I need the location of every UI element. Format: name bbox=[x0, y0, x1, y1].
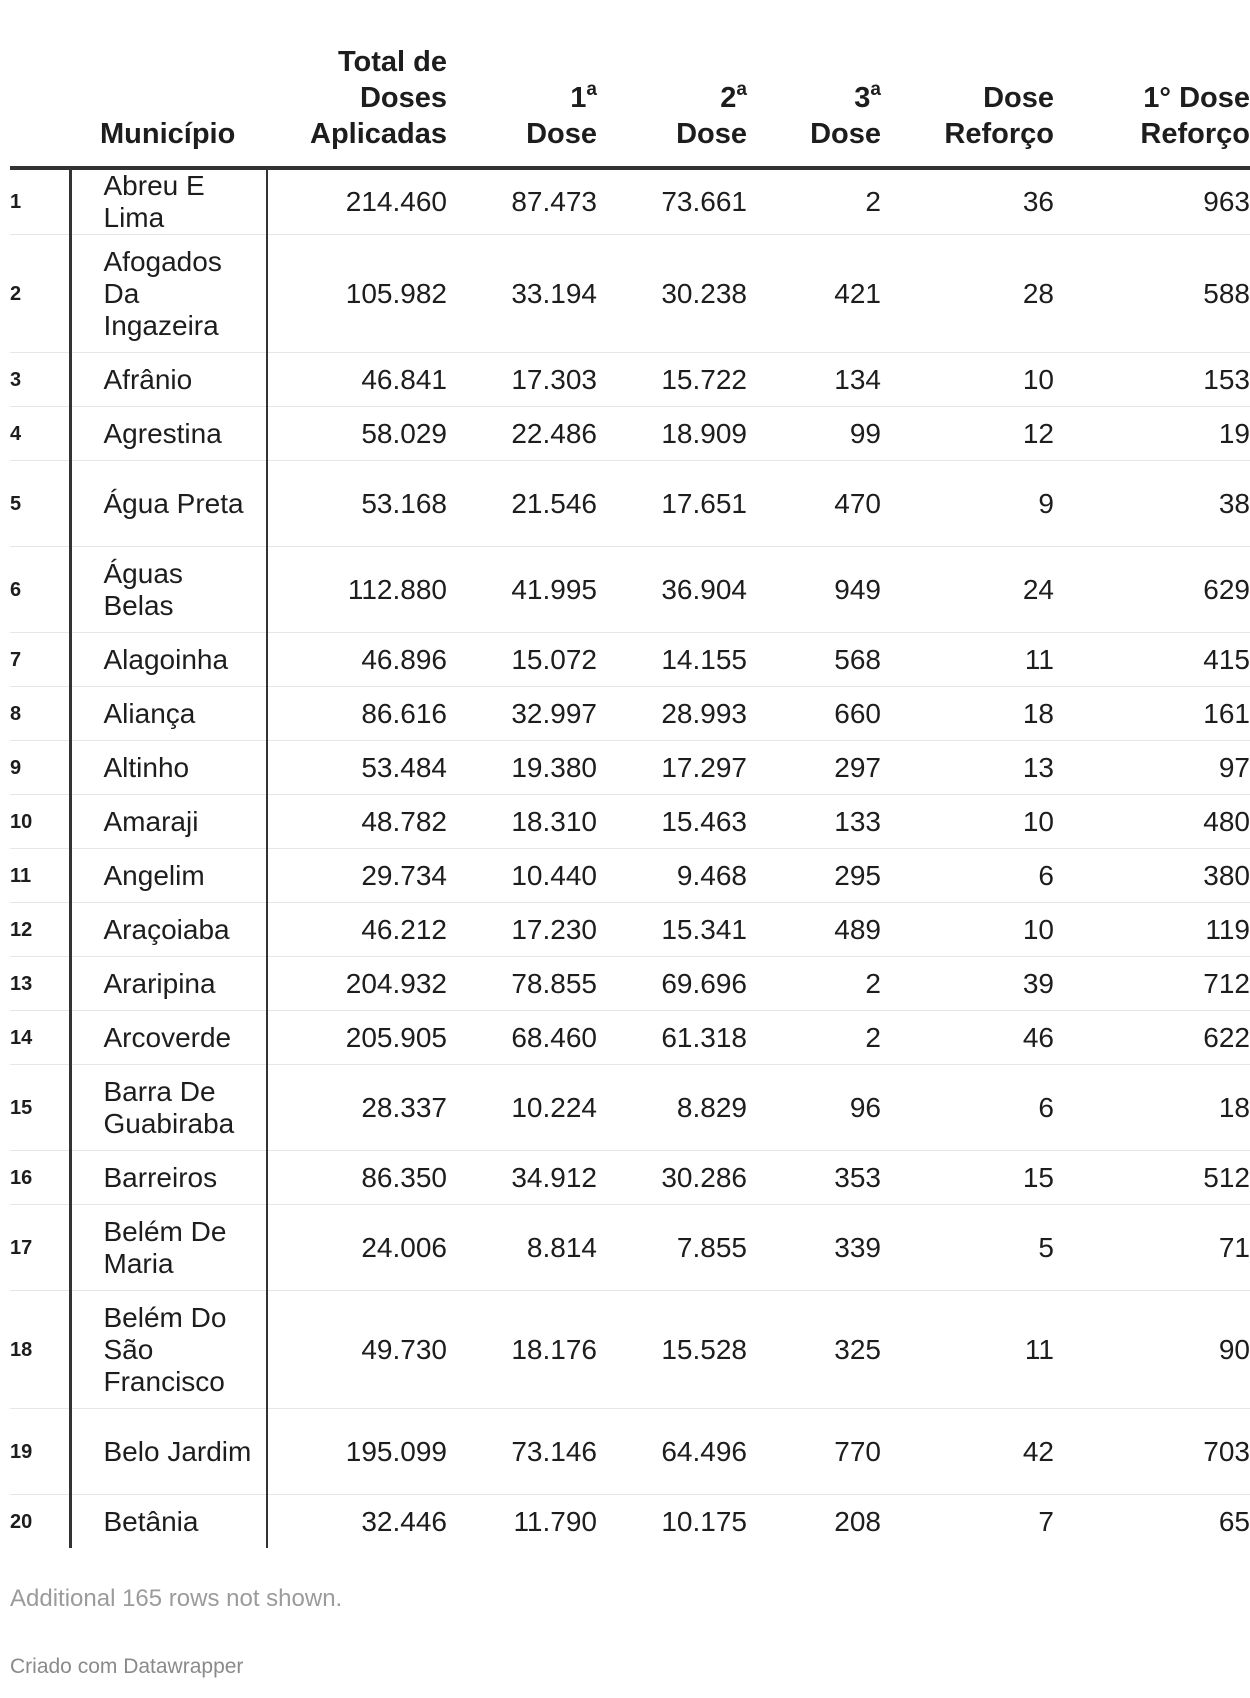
table-row bbox=[10, 1205, 1250, 1291]
total-doses-cell: 195.099 bbox=[267, 1409, 447, 1495]
dose-reforco-cell: 11 bbox=[881, 633, 1054, 687]
first-dose-reforco-cell: 629 bbox=[1054, 547, 1250, 633]
row-index-cell: 2 bbox=[10, 235, 70, 353]
municipio-cell bbox=[70, 741, 267, 795]
table-row bbox=[10, 957, 1250, 1011]
dose-reforco-cell: 36 bbox=[881, 168, 1054, 235]
total-doses-cell: 205.905 bbox=[267, 1011, 447, 1065]
dose-reforco-cell: 6 bbox=[881, 1065, 1054, 1151]
header-dose-3[interactable]: 3$^a$ Dose bbox=[747, 40, 881, 168]
row-index-cell: 4 bbox=[10, 407, 70, 461]
row-index-cell: 8 bbox=[10, 687, 70, 741]
dose-1-cell: 68.460 bbox=[447, 1011, 597, 1065]
dose-2-cell: 15.341 bbox=[597, 903, 747, 957]
municipio-name: Aliança bbox=[103, 697, 196, 729]
dose-3-cell: 133 bbox=[747, 795, 881, 849]
dose-3-cell: 325 bbox=[747, 1291, 881, 1409]
municipio-cell bbox=[70, 687, 267, 741]
dose-reforco-cell: 7 bbox=[1038, 1505, 1054, 1537]
total-doses-cell: 49.730 bbox=[267, 1291, 447, 1409]
table-row bbox=[10, 235, 1250, 353]
municipio-name: Afogados Da Ingazeira bbox=[103, 245, 222, 341]
row-index-cell: 15 bbox=[10, 1065, 70, 1151]
municipio-name: Belém Do São Francisco bbox=[103, 1301, 227, 1397]
dose-reforco-cell: 46 bbox=[881, 1011, 1054, 1065]
total-doses-cell: 32.446 bbox=[361, 1505, 447, 1537]
municipio-name: Águas Belas bbox=[103, 557, 183, 621]
first-dose-reforco-cell: 380 bbox=[1054, 849, 1250, 903]
municipio-name: Belém De Maria bbox=[103, 1215, 227, 1279]
data-table-container bbox=[10, 40, 1250, 1548]
vaccination-table bbox=[10, 40, 1250, 1548]
first-dose-reforco-cell: 19 bbox=[1054, 407, 1250, 461]
table-row bbox=[10, 1151, 1250, 1205]
total-doses-cell: 28.337 bbox=[267, 1065, 447, 1151]
dose-3-cell: 949 bbox=[747, 547, 881, 633]
municipio-cell bbox=[70, 235, 267, 353]
table-row bbox=[10, 903, 1250, 957]
table-row bbox=[10, 1011, 1250, 1065]
row-index-cell: 16 bbox=[10, 1151, 70, 1205]
municipio-name: Alagoinha bbox=[103, 643, 229, 675]
dose-2-cell: 15.528 bbox=[597, 1291, 747, 1409]
municipio-cell bbox=[70, 407, 267, 461]
table-row bbox=[10, 741, 1250, 795]
total-doses-cell: 46.841 bbox=[267, 353, 447, 407]
dose-3-cell: 489 bbox=[747, 903, 881, 957]
row-index-cell: 10 bbox=[10, 795, 70, 849]
dose-2-cell: 61.318 bbox=[597, 1011, 747, 1065]
first-dose-reforco-cell: 622 bbox=[1054, 1011, 1250, 1065]
dose-2-cell: 18.909 bbox=[597, 407, 747, 461]
dose-reforco-cell: 12 bbox=[881, 407, 1054, 461]
dose-reforco-cell: 10 bbox=[881, 353, 1054, 407]
dose-1-cell: 17.303 bbox=[447, 353, 597, 407]
first-dose-reforco-cell: 703 bbox=[1054, 1409, 1250, 1495]
dose-reforco-cell: 6 bbox=[881, 849, 1054, 903]
row-index-cell: 20 bbox=[10, 1495, 70, 1549]
dose-2-cell: 36.904 bbox=[597, 547, 747, 633]
first-dose-reforco-cell: 415 bbox=[1054, 633, 1250, 687]
dose-2-cell: 69.696 bbox=[597, 957, 747, 1011]
dose-2-cell: 14.155 bbox=[597, 633, 747, 687]
total-doses-cell: 53.168 bbox=[267, 461, 447, 547]
dose-1-cell: 32.997 bbox=[447, 687, 597, 741]
municipio-cell bbox=[70, 849, 267, 903]
dose-2-cell: 10.175 bbox=[661, 1505, 747, 1537]
dose-3-cell: 339 bbox=[747, 1205, 881, 1291]
total-doses-cell: 214.460 bbox=[267, 168, 447, 235]
table-body bbox=[10, 168, 1250, 1548]
dose-2-cell: 17.297 bbox=[597, 741, 747, 795]
row-index-cell: 12 bbox=[10, 903, 70, 957]
first-dose-reforco-cell: 963 bbox=[1054, 168, 1250, 235]
dose-1-cell: 18.176 bbox=[447, 1291, 597, 1409]
dose-3-cell: 208 bbox=[834, 1505, 881, 1537]
dose-2-cell: 7.855 bbox=[597, 1205, 747, 1291]
dose-reforco-cell: 18 bbox=[881, 687, 1054, 741]
first-dose-reforco-cell: 38 bbox=[1054, 461, 1250, 547]
header-dose-2[interactable]: 2$^a$ Dose bbox=[597, 40, 747, 168]
datawrapper-credit[interactable]: Criado com Datawrapper bbox=[10, 1655, 244, 1678]
row-index-cell: 3 bbox=[10, 353, 70, 407]
municipio-cell bbox=[70, 547, 267, 633]
dose-reforco-cell: 42 bbox=[881, 1409, 1054, 1495]
municipio-cell bbox=[70, 1291, 267, 1409]
first-dose-reforco-cell: 512 bbox=[1054, 1151, 1250, 1205]
row-index-cell: 13 bbox=[10, 957, 70, 1011]
municipio-cell bbox=[70, 1205, 267, 1291]
table-row bbox=[10, 353, 1250, 407]
first-dose-reforco-cell: 18 bbox=[1054, 1065, 1250, 1151]
dose-2-cell: 73.661 bbox=[597, 168, 747, 235]
dose-1-cell: 34.912 bbox=[447, 1151, 597, 1205]
first-dose-reforco-cell: 712 bbox=[1054, 957, 1250, 1011]
dose-1-cell: 15.072 bbox=[447, 633, 597, 687]
total-doses-cell: 204.932 bbox=[267, 957, 447, 1011]
row-index-cell: 14 bbox=[10, 1011, 70, 1065]
dose-2-cell: 64.496 bbox=[597, 1409, 747, 1495]
first-dose-reforco-cell: 480 bbox=[1054, 795, 1250, 849]
municipio-name: Betânia bbox=[103, 1505, 199, 1537]
table-row bbox=[10, 547, 1250, 633]
dose-1-cell: 10.440 bbox=[447, 849, 597, 903]
dose-3-cell: 96 bbox=[747, 1065, 881, 1151]
municipio-name: Altinho bbox=[103, 751, 190, 783]
first-dose-reforco-cell: 97 bbox=[1054, 741, 1250, 795]
municipio-cell bbox=[70, 1495, 267, 1549]
total-doses-cell: 86.350 bbox=[267, 1151, 447, 1205]
total-doses-cell: 58.029 bbox=[267, 407, 447, 461]
dose-reforco-cell: 15 bbox=[881, 1151, 1054, 1205]
dose-2-cell: 30.286 bbox=[597, 1151, 747, 1205]
dose-reforco-cell: 10 bbox=[881, 903, 1054, 957]
total-doses-cell: 24.006 bbox=[267, 1205, 447, 1291]
dose-reforco-cell: 5 bbox=[881, 1205, 1054, 1291]
row-index-cell: 11 bbox=[10, 849, 70, 903]
row-index-cell: 5 bbox=[10, 461, 70, 547]
header-municipio[interactable]: Município bbox=[70, 40, 267, 168]
row-index-cell: 9 bbox=[10, 741, 70, 795]
dose-1-cell: 17.230 bbox=[447, 903, 597, 957]
first-dose-reforco-cell: 119 bbox=[1054, 903, 1250, 957]
dose-1-cell: 78.855 bbox=[447, 957, 597, 1011]
dose-reforco-cell: 11 bbox=[881, 1291, 1054, 1409]
first-dose-reforco-cell: 71 bbox=[1054, 1205, 1250, 1291]
municipio-name: Amaraji bbox=[103, 805, 199, 837]
table-row bbox=[10, 633, 1250, 687]
header-dose-1[interactable]: 1$^a$ Dose bbox=[447, 40, 597, 168]
dose-1-cell: 87.473 bbox=[447, 168, 597, 235]
table-row bbox=[10, 407, 1250, 461]
municipio-name: Araçoiaba bbox=[103, 913, 230, 945]
dose-2-cell: 30.238 bbox=[597, 235, 747, 353]
municipio-name: Angelim bbox=[103, 859, 205, 891]
municipio-cell bbox=[70, 1409, 267, 1495]
total-doses-cell: 53.484 bbox=[267, 741, 447, 795]
total-doses-cell: 105.982 bbox=[267, 235, 447, 353]
municipio-cell bbox=[70, 1151, 267, 1205]
table-row bbox=[10, 1065, 1250, 1151]
dose-2-cell: 9.468 bbox=[597, 849, 747, 903]
header-dose-reforco[interactable]: Dose Reforço bbox=[881, 40, 1054, 168]
dose-2-cell: 8.829 bbox=[597, 1065, 747, 1151]
dose-3-cell: 99 bbox=[747, 407, 881, 461]
dose-3-cell: 470 bbox=[747, 461, 881, 547]
dose-3-cell: 295 bbox=[747, 849, 881, 903]
total-doses-cell: 46.212 bbox=[267, 903, 447, 957]
total-doses-cell: 112.880 bbox=[267, 547, 447, 633]
row-index-cell: 6 bbox=[10, 547, 70, 633]
dose-reforco-cell: 13 bbox=[881, 741, 1054, 795]
municipio-cell bbox=[70, 633, 267, 687]
table-header-row bbox=[10, 40, 1250, 168]
municipio-cell bbox=[70, 353, 267, 407]
table-row bbox=[10, 461, 1250, 547]
dose-3-cell: 2 bbox=[747, 957, 881, 1011]
header-1-dose-reforco[interactable]: 1° Dose Reforço bbox=[1054, 40, 1250, 168]
dose-1-cell: 11.790 bbox=[513, 1505, 597, 1537]
dose-3-cell: 421 bbox=[747, 235, 881, 353]
row-index-cell: 1 bbox=[10, 168, 70, 235]
dose-1-cell: 73.146 bbox=[447, 1409, 597, 1495]
municipio-cell bbox=[70, 1011, 267, 1065]
dose-1-cell: 41.995 bbox=[447, 547, 597, 633]
dose-reforco-cell: 24 bbox=[881, 547, 1054, 633]
municipio-name: Barreiros bbox=[103, 1161, 218, 1193]
municipio-cell bbox=[70, 795, 267, 849]
dose-3-cell: 353 bbox=[747, 1151, 881, 1205]
municipio-cell bbox=[70, 168, 267, 235]
dose-3-cell: 2 bbox=[747, 1011, 881, 1065]
dose-1-cell: 22.486 bbox=[447, 407, 597, 461]
municipio-name: Arcoverde bbox=[103, 1021, 232, 1053]
dose-2-cell: 15.722 bbox=[597, 353, 747, 407]
total-doses-cell: 86.616 bbox=[267, 687, 447, 741]
first-dose-reforco-cell: 65 bbox=[1218, 1505, 1250, 1537]
row-index-cell: 19 bbox=[10, 1409, 70, 1495]
dose-3-cell: 770 bbox=[747, 1409, 881, 1495]
dose-1-cell: 19.380 bbox=[447, 741, 597, 795]
row-index-cell: 7 bbox=[10, 633, 70, 687]
dose-3-cell: 134 bbox=[747, 353, 881, 407]
municipio-name: Água Preta bbox=[103, 487, 244, 519]
municipio-name: Agrestina bbox=[103, 417, 222, 449]
municipio-cell bbox=[70, 461, 267, 547]
municipio-name: Belo Jardim bbox=[103, 1435, 252, 1467]
municipio-cell bbox=[70, 957, 267, 1011]
total-doses-cell: 48.782 bbox=[267, 795, 447, 849]
total-doses-cell: 29.734 bbox=[267, 849, 447, 903]
header-index[interactable] bbox=[10, 40, 70, 168]
dose-reforco-cell: 28 bbox=[881, 235, 1054, 353]
municipio-cell bbox=[70, 903, 267, 957]
dose-2-cell: 28.993 bbox=[597, 687, 747, 741]
dose-3-cell: 660 bbox=[747, 687, 881, 741]
table-row bbox=[10, 1409, 1250, 1495]
dose-3-cell: 2 bbox=[747, 168, 881, 235]
dose-2-cell: 15.463 bbox=[597, 795, 747, 849]
municipio-name: Abreu E Lima bbox=[103, 170, 205, 233]
municipio-name: Araripina bbox=[103, 967, 216, 999]
dose-3-cell: 568 bbox=[747, 633, 881, 687]
dose-1-cell: 8.814 bbox=[447, 1205, 597, 1291]
dose-1-cell: 33.194 bbox=[447, 235, 597, 353]
table-row bbox=[10, 168, 1250, 235]
municipio-name: Afrânio bbox=[103, 363, 193, 395]
dose-1-cell: 21.546 bbox=[447, 461, 597, 547]
dose-reforco-cell: 39 bbox=[881, 957, 1054, 1011]
table-row bbox=[10, 1495, 1250, 1549]
header-total-doses[interactable]: Total de Doses Aplicadas bbox=[267, 40, 447, 168]
first-dose-reforco-cell: 588 bbox=[1054, 235, 1250, 353]
row-index-cell: 18 bbox=[10, 1291, 70, 1409]
total-doses-cell: 46.896 bbox=[267, 633, 447, 687]
dose-reforco-cell: 9 bbox=[881, 461, 1054, 547]
dose-reforco-cell: 10 bbox=[881, 795, 1054, 849]
first-dose-reforco-cell: 153 bbox=[1054, 353, 1250, 407]
dose-3-cell: 297 bbox=[747, 741, 881, 795]
dose-1-cell: 10.224 bbox=[447, 1065, 597, 1151]
first-dose-reforco-cell: 90 bbox=[1054, 1291, 1250, 1409]
row-index-cell: 17 bbox=[10, 1205, 70, 1291]
municipio-name: Barra De Guabiraba bbox=[103, 1075, 235, 1139]
dose-2-cell: 17.651 bbox=[597, 461, 747, 547]
first-dose-reforco-cell: 161 bbox=[1054, 687, 1250, 741]
table-row bbox=[10, 849, 1250, 903]
dose-1-cell: 18.310 bbox=[447, 795, 597, 849]
table-row bbox=[10, 795, 1250, 849]
table-row bbox=[10, 1291, 1250, 1409]
municipio-cell bbox=[70, 1065, 267, 1151]
rows-not-shown-note: Additional 165 rows not shown. bbox=[10, 1585, 343, 1612]
table-row bbox=[10, 687, 1250, 741]
